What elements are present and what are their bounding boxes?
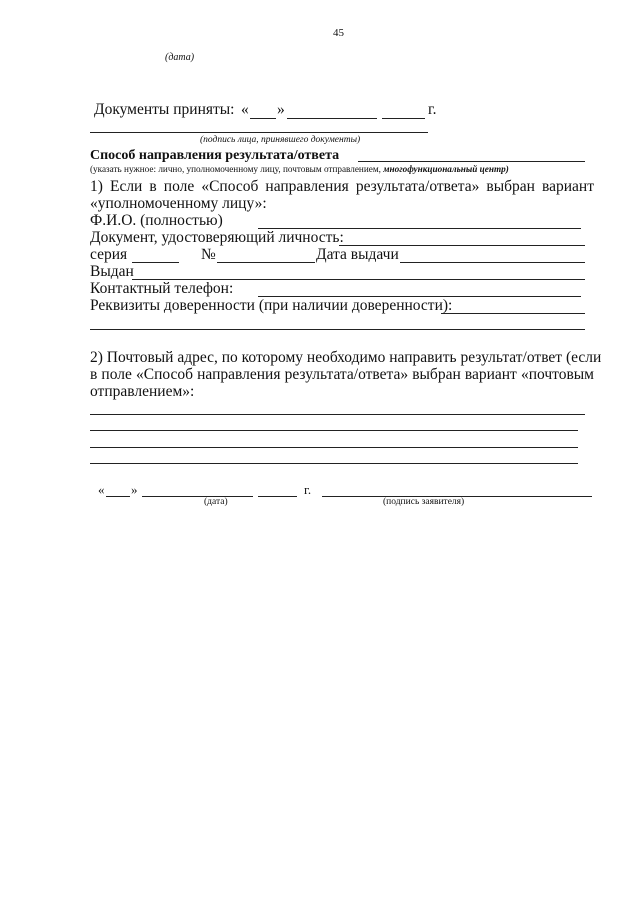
method-field[interactable] <box>358 161 585 162</box>
footer-year-field[interactable] <box>258 496 297 497</box>
section1-line2: «уполномоченному лицу»: <box>90 195 267 212</box>
proxy-field[interactable] <box>441 313 585 314</box>
method-hint-bold: многофункциональный центр) <box>383 164 509 174</box>
accepted-year-suffix: г. <box>428 101 437 118</box>
date-caption-top: (дата) <box>165 52 195 63</box>
footer-month-field[interactable] <box>142 496 253 497</box>
section1-line1: 1) Если в поле «Способ направления результата/ответа» выбран вариант <box>90 178 594 195</box>
accepted-day-field[interactable] <box>250 118 276 119</box>
applicant-signature-caption: (подпись заявителя) <box>383 497 465 507</box>
series-field[interactable] <box>132 262 179 263</box>
section2-line1: 2) Почтовый адрес, по которому необходимо направить результат/ответ (если <box>90 349 602 366</box>
footer-quote-open: « <box>98 482 105 497</box>
footer-year-suffix: г. <box>304 482 312 497</box>
method-hint-plain: (указать нужное: лично, уполномоченному лицу, почтовым отправлением, <box>90 164 384 174</box>
issued-by-label: Выдан <box>90 263 134 280</box>
method-hint <box>90 164 509 174</box>
receiver-signature-caption: (подпись лица, принявшего документы) <box>200 135 361 145</box>
receiver-signature-field[interactable] <box>90 132 428 133</box>
footer-quote-close: » <box>131 482 138 497</box>
series-label: серия <box>90 246 128 263</box>
accepted-quote-close: » <box>277 101 285 118</box>
accepted-month-field[interactable] <box>287 118 377 119</box>
accepted-year-field[interactable] <box>382 118 425 119</box>
address-field-3[interactable] <box>90 447 578 448</box>
phone-label: Контактный телефон: <box>90 280 234 297</box>
proxy-label: Реквизиты доверенности (при наличии доверенности): <box>90 297 453 314</box>
accepted-quote-open: « <box>241 101 249 118</box>
address-field-4[interactable] <box>90 463 578 464</box>
method-heading: Способ направления результата/ответа <box>90 148 340 163</box>
id-document-label: Документ, удостоверяющий личность: <box>90 229 344 246</box>
fio-label: Ф.И.О. (полностью) <box>90 212 223 229</box>
address-field-2[interactable] <box>90 430 578 431</box>
section2-line2: в поле «Способ направления результата/ответа» выбран вариант «почтовым <box>90 366 594 383</box>
footer-day-field[interactable] <box>106 496 130 497</box>
number-label: № <box>201 246 216 263</box>
footer-date-caption: (дата) <box>204 497 228 507</box>
issue-date-field[interactable] <box>400 262 585 263</box>
section2-line3: отправлением»: <box>90 383 195 400</box>
proxy-field-2[interactable] <box>90 329 585 330</box>
number-field[interactable] <box>217 262 315 263</box>
issue-date-label: Дата выдачи <box>316 246 399 263</box>
documents-accepted-label: Документы приняты: <box>94 101 235 118</box>
page-number: 45 <box>333 27 344 39</box>
address-field-1[interactable] <box>90 414 585 415</box>
